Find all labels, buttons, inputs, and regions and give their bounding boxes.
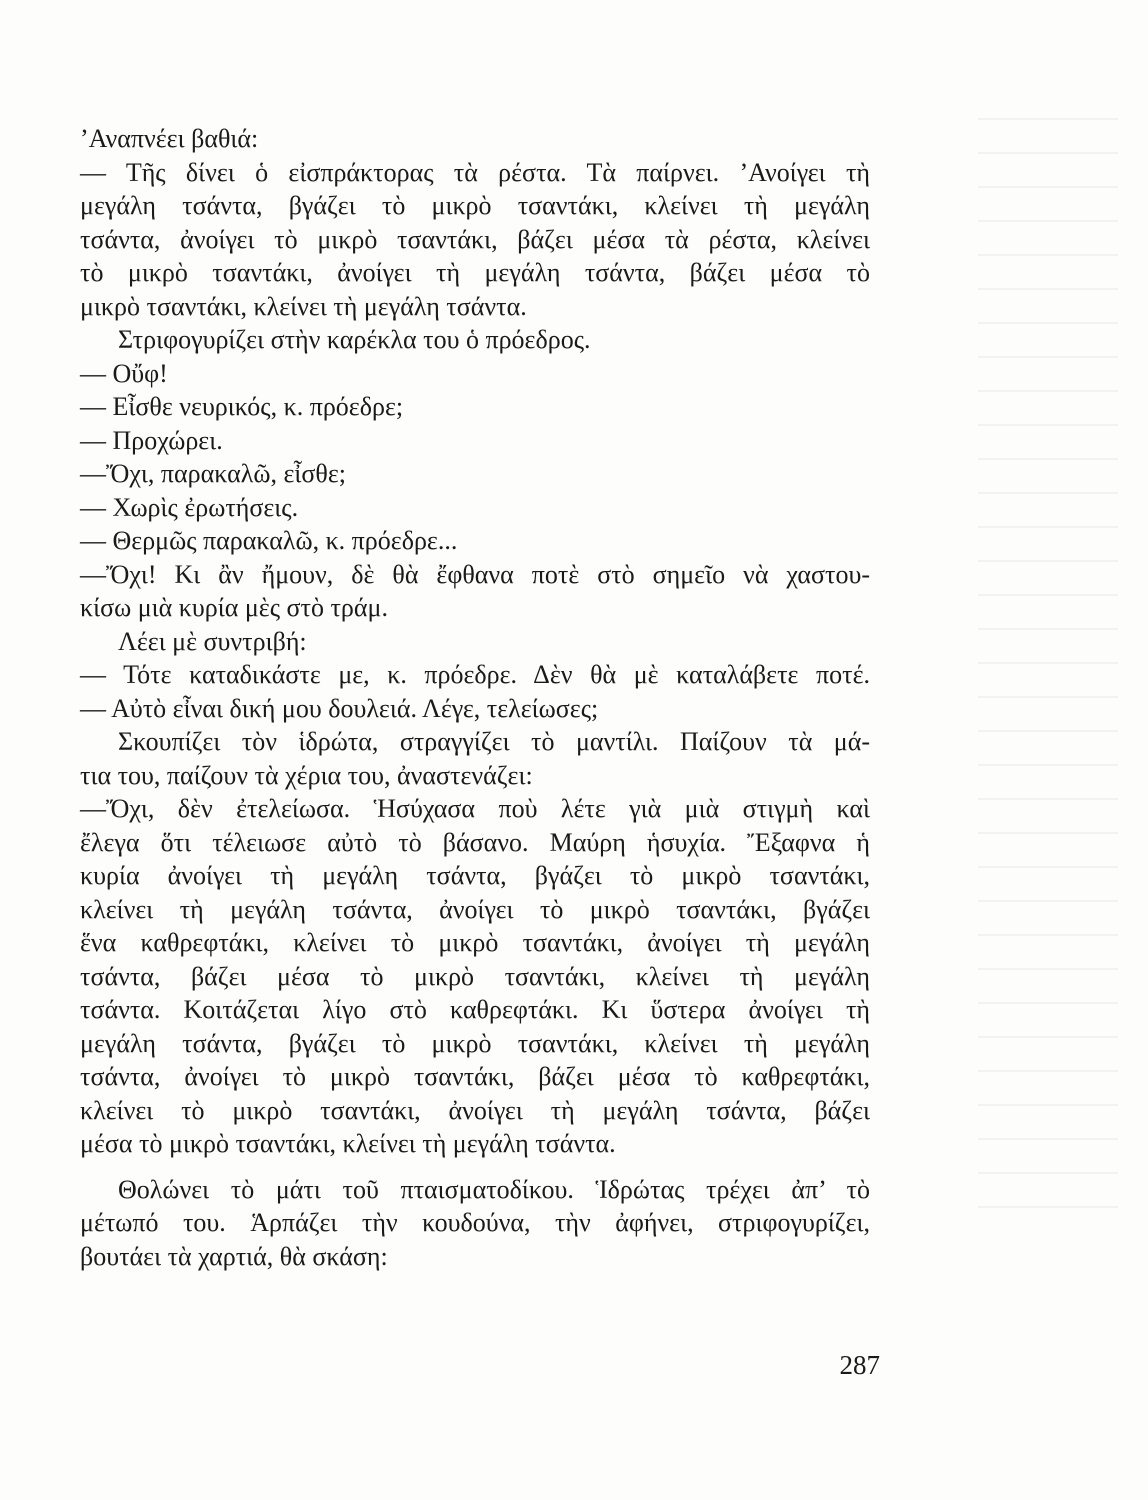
text-line: μικρὸ τσαντάκι, κλείνει τὴ μεγάλη τσάντα. [80,291,527,321]
text-line: — Χωρὶς ἐρωτήσεις. [80,492,299,522]
text-line: μεγάλη τσάντα, βγάζει τὸ μικρὸ τσαντάκι, κλείνει τὴ μεγάλη [80,191,870,220]
text-line: — Αὐτὸ εἶναι δική μου δουλειά. Λέγε, τελείωσες; [80,693,599,723]
text-line: τσάντα, βάζει μέσα τὸ μικρὸ τσαντάκι, κλείνει τὴ μεγάλη [80,961,870,991]
text-line: — Οὔφ! [80,358,168,388]
text-line: βουτάει τὰ χαρτιά, θὰ σκάση: [80,1241,388,1271]
text-line: —Ὄχι! Κι ἂν ἤμουν, δὲ θὰ ἔφθανα ποτὲ στὸ σημεῖο νὰ χαστου- [80,559,870,589]
text-line: μέσα τὸ μικρὸ τσαντάκι, κλείνει τὴ μεγάλη τσάντα. [80,1129,616,1158]
text-line: κίσω μιὰ κυρία μὲς στὸ τράμ. [80,593,388,622]
body-text [80,122,870,1273]
text-line: ἔλεγα ὅτι τέλειωσε αὐτὸ τὸ βάσανο. Μαύρη ἡσυχία. Ἔξαφνα ἡ [80,827,870,857]
page-number: 287 [839,1350,880,1380]
text-line: τια του, παίζουν τὰ χέρια του, ἀναστενάζει: [80,760,533,790]
text-line: κυρία ἀνοίγει τὴ μεγάλη τσάντα, βγάζει τὸ μικρὸ τσαντάκι, [80,861,870,890]
text-line: — Εἶσθε νευρικός, κ. πρόεδρε; [80,392,404,421]
text-line: μεγάλη τσάντα, βγάζει τὸ μικρὸ τσαντάκι, κλείνει τὴ μεγάλη [80,1028,870,1058]
text-line: Στριφογυρίζει στὴν καρέκλα του ὁ πρόεδρος. [118,325,591,354]
text-line: — Θερμῶς παρακαλῶ, κ. πρόεδρε... [80,526,458,555]
text-line: τσάντα. Κοιτάζεται λίγο στὸ καθρεφτάκι. Κι ὕστερα ἀνοίγει τὴ [80,995,870,1024]
text-line: τσάντα, ἀνοίγει τὸ μικρὸ τσαντάκι, βάζει μέσα τὰ ρέστα, κλείνει [80,224,870,254]
text-line: —Ὄχι, παρακαλῶ, εἶσθε; [80,459,346,488]
text-line: Λέει μὲ συντριβή: [118,626,307,656]
text-line: — Τῆς δίνει ὁ εἰσπράκτορας τὰ ρέστα. Τὰ παίρνει. ’Ανοίγει τὴ [80,157,870,187]
text-line: τὸ μικρὸ τσαντάκι, ἀνοίγει τὴ μεγάλη τσάντα, βάζει μέσα τὸ [80,258,870,287]
text-line: μέτωπό του. Ἁρπάζει τὴν κουδούνα, τὴν ἀφήνει, στριφογυρίζει, [80,1208,870,1237]
bleed-through-shadow [978,118,1118,1238]
text-line: κλείνει τὸ μικρὸ τσαντάκι, ἀνοίγει τὴ μεγάλη τσάντα, βάζει [80,1095,870,1125]
text-line: ’Αναπνέει βαθιά: [80,124,259,153]
text-line: Θολώνει τὸ μάτι τοῦ πταισματοδίκου. Ἱδρώτας τρέχει ἀπ’ τὸ [118,1174,870,1204]
text-line: κλείνει τὴ μεγάλη τσάντα, ἀνοίγει τὸ μικρὸ τσαντάκι, βγάζει [80,894,870,924]
text-line: τσάντα, ἀνοίγει τὸ μικρὸ τσαντάκι, βάζει μέσα τὸ καθρεφτάκι, [80,1062,870,1091]
text-line: — Τότε καταδικάστε με, κ. πρόεδρε. Δὲν θὰ μὲ καταλάβετε ποτέ. [80,660,870,689]
text-line: — Προχώρει. [80,425,223,455]
text-line: Σκουπίζει τὸν ἱδρώτα, στραγγίζει τὸ μαντίλι. Παίζουν τὰ μά- [118,727,870,756]
text-line: ἕνα καθρεφτάκι, κλείνει τὸ μικρὸ τσαντάκι, ἀνοίγει τὴ μεγάλη [80,928,870,957]
text-line: —Ὄχι, δὲν ἐτελείωσα. Ἡσύχασα ποὺ λέτε γιὰ μιὰ στιγμὴ καὶ [80,794,870,823]
